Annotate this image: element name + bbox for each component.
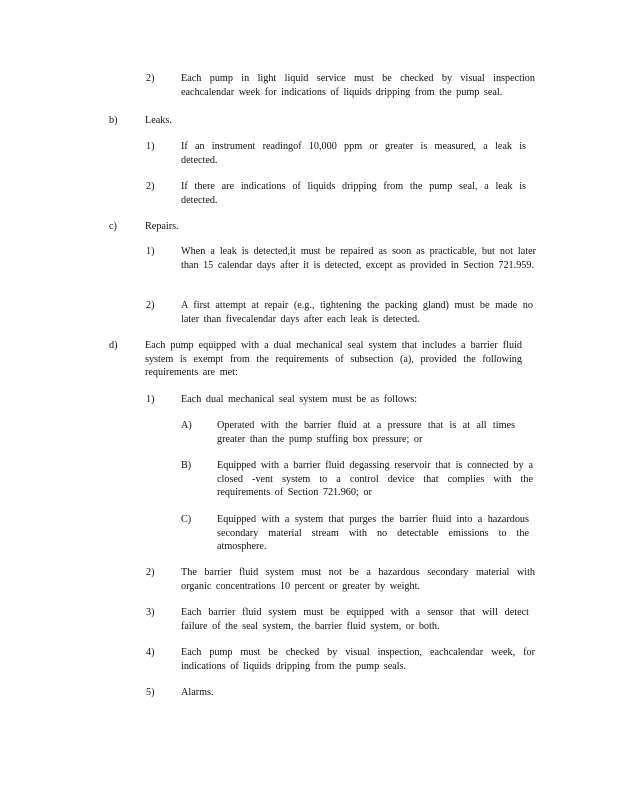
item-number: 5) <box>146 687 155 698</box>
item-number: 1) <box>146 394 155 405</box>
item-text: The barrier fluid system must not be a hazardous secondary material with organic concentrations 10 percent or greater by weight. <box>181 567 535 592</box>
item-number: 1) <box>146 246 155 257</box>
item-number: 2) <box>146 300 155 311</box>
item-text: Each dual mechanical seal system must be as follows: <box>181 394 418 405</box>
subitem-letter: A) <box>181 420 192 431</box>
item-text: Each pump must be checked by visual inspection, eachcalendar week, for indications of liquids dripping from the pump seals. <box>181 647 535 672</box>
item-number: 3) <box>146 607 155 618</box>
item-number: 2) <box>146 567 155 578</box>
section-title: Leaks. <box>145 115 172 126</box>
item-number: 2) <box>146 181 155 192</box>
section-text: Each pump equipped with a dual mechanical seal system that includes a barrier fluid system is exempt from the requirements of subsection (a), provided the following requirements are met: <box>145 340 522 378</box>
item-text: Each pump in light liquid service must be checked by visual inspection eachcalendar week for indications of liquids dripping from the pump seal. <box>181 73 535 98</box>
subitem-text: Equipped with a system that purges the barrier fluid into a hazardous secondary material stream with no detectable emissions to the atmosphere. <box>217 514 529 552</box>
item-text: Alarms. <box>181 687 214 698</box>
item-number: 4) <box>146 647 155 658</box>
item-number: 1) <box>146 141 155 152</box>
item-text: Each barrier fluid system must be equipped with a sensor that will detect failure of the seal system, the barrier fluid system, or both. <box>181 607 529 632</box>
subitem-text: Operated with the barrier fluid at a pressure that is at all times greater than the pump stuffing box pressure; or <box>217 420 515 445</box>
subitem-letter: B) <box>181 460 192 471</box>
item-text: If an instrument readingof 10,000 ppm or greater is measured, a leak is detected. <box>181 141 526 166</box>
section-letter: c) <box>109 221 117 232</box>
section-letter: d) <box>109 340 118 351</box>
item-text: When a leak is detected,it must be repaired as soon as practicable, but not later than 15 calendar days after it is detected, except as provided in Section 721.959. <box>181 246 536 271</box>
item-text: If there are indications of liquids dripping from the pump seal, a leak is detected. <box>181 181 526 206</box>
section-title: Repairs. <box>145 221 179 232</box>
item-text: A first attempt at repair (e.g., tightening the packing gland) must be made no later than fivecalendar days after each leak is detected. <box>181 300 533 325</box>
subitem-text: Equipped with a barrier fluid degassing reservoir that is connected by a closed -vent system to a control device that complies with the requirements of Section 721.960; or <box>217 460 533 498</box>
subitem-letter: C) <box>181 514 192 525</box>
item-number: 2) <box>146 73 155 84</box>
section-letter: b) <box>109 115 118 126</box>
